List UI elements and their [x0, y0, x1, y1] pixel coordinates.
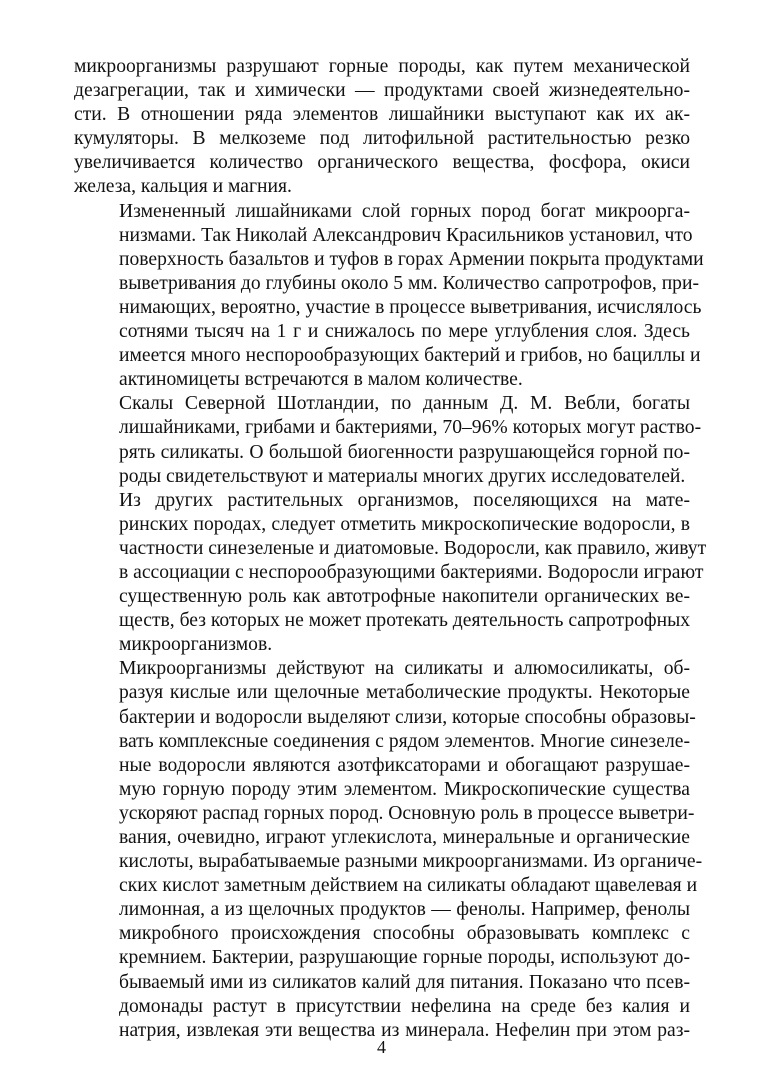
paragraph — [74, 55, 690, 200]
text-line: увеличивается количество органического вещества, фосфора, окиси — [74, 152, 690, 174]
text-line: рять силикаты. О большой биогенности разрушающейся горной по- — [119, 441, 690, 463]
text-line: Измененный лишайниками слой горных пород богат микроорга- — [119, 200, 690, 222]
text-line: кремнием. Бактерии, разрушающие горные породы, используют до- — [119, 947, 690, 969]
text-line: ринских породах, следует отметить микроскопические водоросли, в — [119, 513, 690, 535]
text-line: ускоряют распад горных пород. Основную роль в процессе выветри- — [119, 802, 695, 824]
text-line: существенную роль как автотрофные накопители органических ве- — [119, 586, 690, 608]
text-line: железа, кальция и магния. — [74, 176, 292, 198]
text-line: разуя кислые или щелочные метаболические продукты. Некоторые — [119, 682, 690, 704]
text-line: сти. В отношении ряда элементов лишайники выступают как их ак- — [74, 104, 690, 126]
paragraph — [74, 657, 703, 1043]
text-line: кумуляторы. В мелкоземе под литофильной растительностью резко — [74, 128, 690, 150]
text-line: микробного происхождения способны образовывать комплекс с — [119, 923, 690, 945]
text-line: Микроорганизмы действуют на силикаты и алюмосиликаты, об- — [119, 658, 690, 680]
text-line: вания, очевидно, играют углекислота, минеральные и органические — [119, 827, 690, 848]
text-line: домонады растут в присутствии нефелина на среде без калия и — [119, 995, 690, 1017]
text-line: кислоты, вырабатываемые разными микроорганизмами. Из органиче- — [119, 851, 703, 873]
text-line: микроорганизмов. — [119, 634, 273, 656]
text-line: поверхность базальтов и туфов в горах Армении покрыта продуктами — [119, 248, 704, 270]
text-line: вать комплексные соединения с рядом элементов. Многие синезеле- — [119, 730, 690, 752]
page-number: 4 — [377, 1037, 386, 1057]
text-line: частности синезеленые и диатомовые. Водоросли, как правило, живут — [119, 537, 707, 559]
text-line: ских кислот заметным действием на силикаты обладают щавелевая и — [119, 875, 698, 897]
text-line: низмами. Так Николай Александрович Красильников установил, что — [119, 224, 693, 246]
text-line: лишайниками, грибами и бактериями, 70–96% которых могут раство- — [119, 417, 702, 439]
text-line: нимающих, вероятно, участие в процессе выветривания, исчислялось — [119, 296, 702, 318]
paragraph — [74, 392, 702, 488]
text-line: в ассоциации с неспорообразующими бактериями. Водоросли играют — [119, 561, 704, 583]
text-line: микроорганизмы разрушают горные породы, как путем механической — [74, 56, 690, 77]
text-line: Скалы Северной Шотландии, по данным Д. М. Вебли, богаты — [119, 393, 690, 415]
paragraph — [74, 200, 704, 393]
text-line: ществ, без которых не может протекать деятельность сапротрофных — [119, 610, 691, 632]
text-line: сотнями тысяч на 1 г и снижалось по мере углубления слоя. Здесь — [119, 321, 690, 343]
text-line: натрия, извлекая эти вещества из минерала. Нефелин при этом раз- — [119, 1019, 690, 1041]
text-line: роды свидетельствуют и материалы многих других исследователей. — [119, 465, 686, 487]
document-body — [74, 55, 707, 1043]
text-line: бактерии и водоросли выделяют слизи, которые способны образовы- — [119, 706, 696, 728]
text-line: бываемый ими из силикатов калий для питания. Показано что псев- — [119, 971, 690, 993]
text-line: актиномицеты встречаются в малом количестве. — [119, 369, 523, 391]
text-line: лимонная, а из щелочных продуктов — фенолы. Например, фенолы — [119, 899, 690, 921]
text-line: Из других растительных организмов, поселяющихся на мате- — [119, 489, 690, 511]
text-line: мую горную породу этим элементом. Микроскопические существа — [119, 778, 690, 800]
text-line: имеется много неспорообразующих бактерий и грибов, но бациллы и — [119, 345, 701, 367]
paragraph — [74, 489, 707, 658]
text-line: выветривания до глубины около 5 мм. Количество сапротрофов, при- — [119, 272, 699, 294]
text-line: ные водоросли являются азотфиксаторами и обогащают разрушае- — [119, 754, 690, 776]
text-line: дезагрегации, так и химически — продуктами своей жизнедеятельно- — [74, 80, 690, 102]
